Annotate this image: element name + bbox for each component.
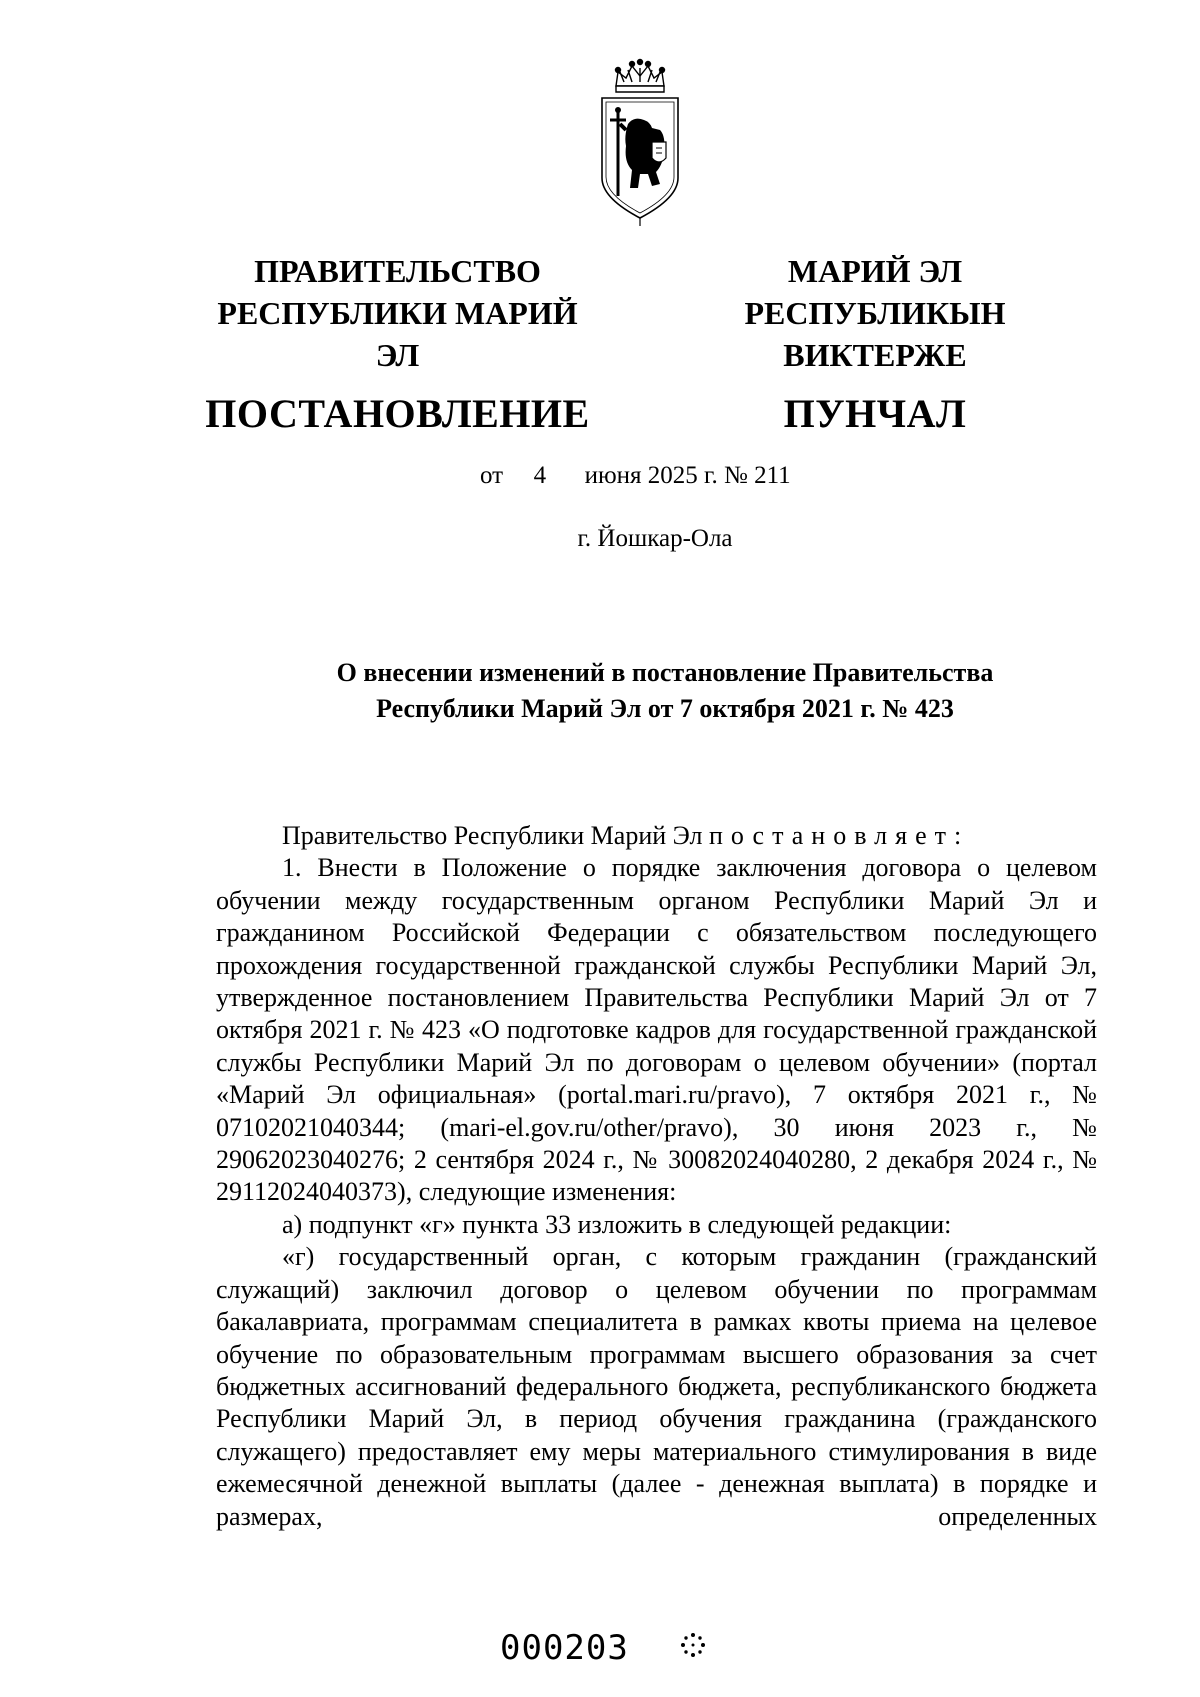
item-1: 1. Внести в Положение о порядке заключения договора о целевом обучении между государственным органом Республики Марий Эл и гражданином Российской Федерации с обязательством последующего прохождения государственной гражданской службы Республики Марий Эл, утвержденное постановлением Правительства Республики Марий Эл от 7 октября 2021 г. № 423 «О подготовке кадров для государственной гражданской службы Республики Марий Эл по договорам о целевом обучении» (портал «Марий Эл официальная» (portal.mari.ru/pravo), 7 октября 2021 г., № 07102021040344; (mari-el.gov.ru/other/pravo), 30 июня 2023 г., № 29062023040276; 2 сентября 2024 г., № 30082024040280, 2 декабря 2024 г., № 29112024040373), следующие изменения:: [216, 853, 1097, 1207]
date-line: [480, 462, 791, 490]
org-name-mari-line2: ВИКТЕРЖЕ: [783, 337, 967, 373]
preamble: [216, 820, 1097, 852]
doc-number: № 211: [723, 462, 791, 489]
document-body: [216, 820, 1097, 1533]
date-month-year: июня 2025 г.: [584, 462, 718, 489]
org-name-mari-line1: МАРИЙ ЭЛ РЕСПУБЛИКЫН: [744, 253, 1006, 331]
header-right: [655, 250, 1095, 438]
header-left: [200, 250, 595, 438]
document-title: [200, 655, 1130, 727]
org-name-ru-line1: ПРАВИТЕЛЬСТВО: [254, 253, 541, 289]
serial-number: 000203: [500, 1628, 629, 1668]
org-name-ru-line2: РЕСПУБЛИКИ МАРИЙ ЭЛ: [217, 295, 578, 373]
date-prefix: от: [480, 462, 504, 489]
date-day: 4: [533, 462, 547, 489]
doc-type-mari: ПУНЧАЛ: [783, 391, 967, 436]
title-line1: О внесении изменений в постановление Правительства: [336, 658, 994, 687]
item-a: а) подпункт «г» пункта 33 изложить в следующей редакции:: [282, 1209, 952, 1239]
item-g: «г) государственный орган, с которым гражданин (гражданский служащий) заключил договор о целевом обучении по программам бакалавриата, программам специалитета в рамках квоты приема на целевое обучение по образовательным программам высшего образования за счет бюджетных ассигнований федерального бюджета, республиканского бюджета Республики Марий Эл, в период обучения гражданина (гражданского служащего) предоставляет ему меры материального стимулирования в виде ежемесячной денежной выплаты (далее - денежная выплата) в порядке и размерах, определенных: [216, 1242, 1097, 1531]
preamble-text: Правительство Республики Марий Эл: [282, 821, 703, 850]
doc-type-ru: ПОСТАНОВЛЕНИЕ: [205, 391, 590, 436]
title-line2: Республики Марий Эл от 7 октября 2021 г. № 423: [376, 694, 954, 723]
city: г. Йошкар-Ола: [577, 525, 733, 552]
asterisk-ornament-icon: [680, 1632, 706, 1658]
coat-of-arms-icon: [594, 58, 686, 228]
preamble-verb: постановляет:: [708, 821, 970, 850]
